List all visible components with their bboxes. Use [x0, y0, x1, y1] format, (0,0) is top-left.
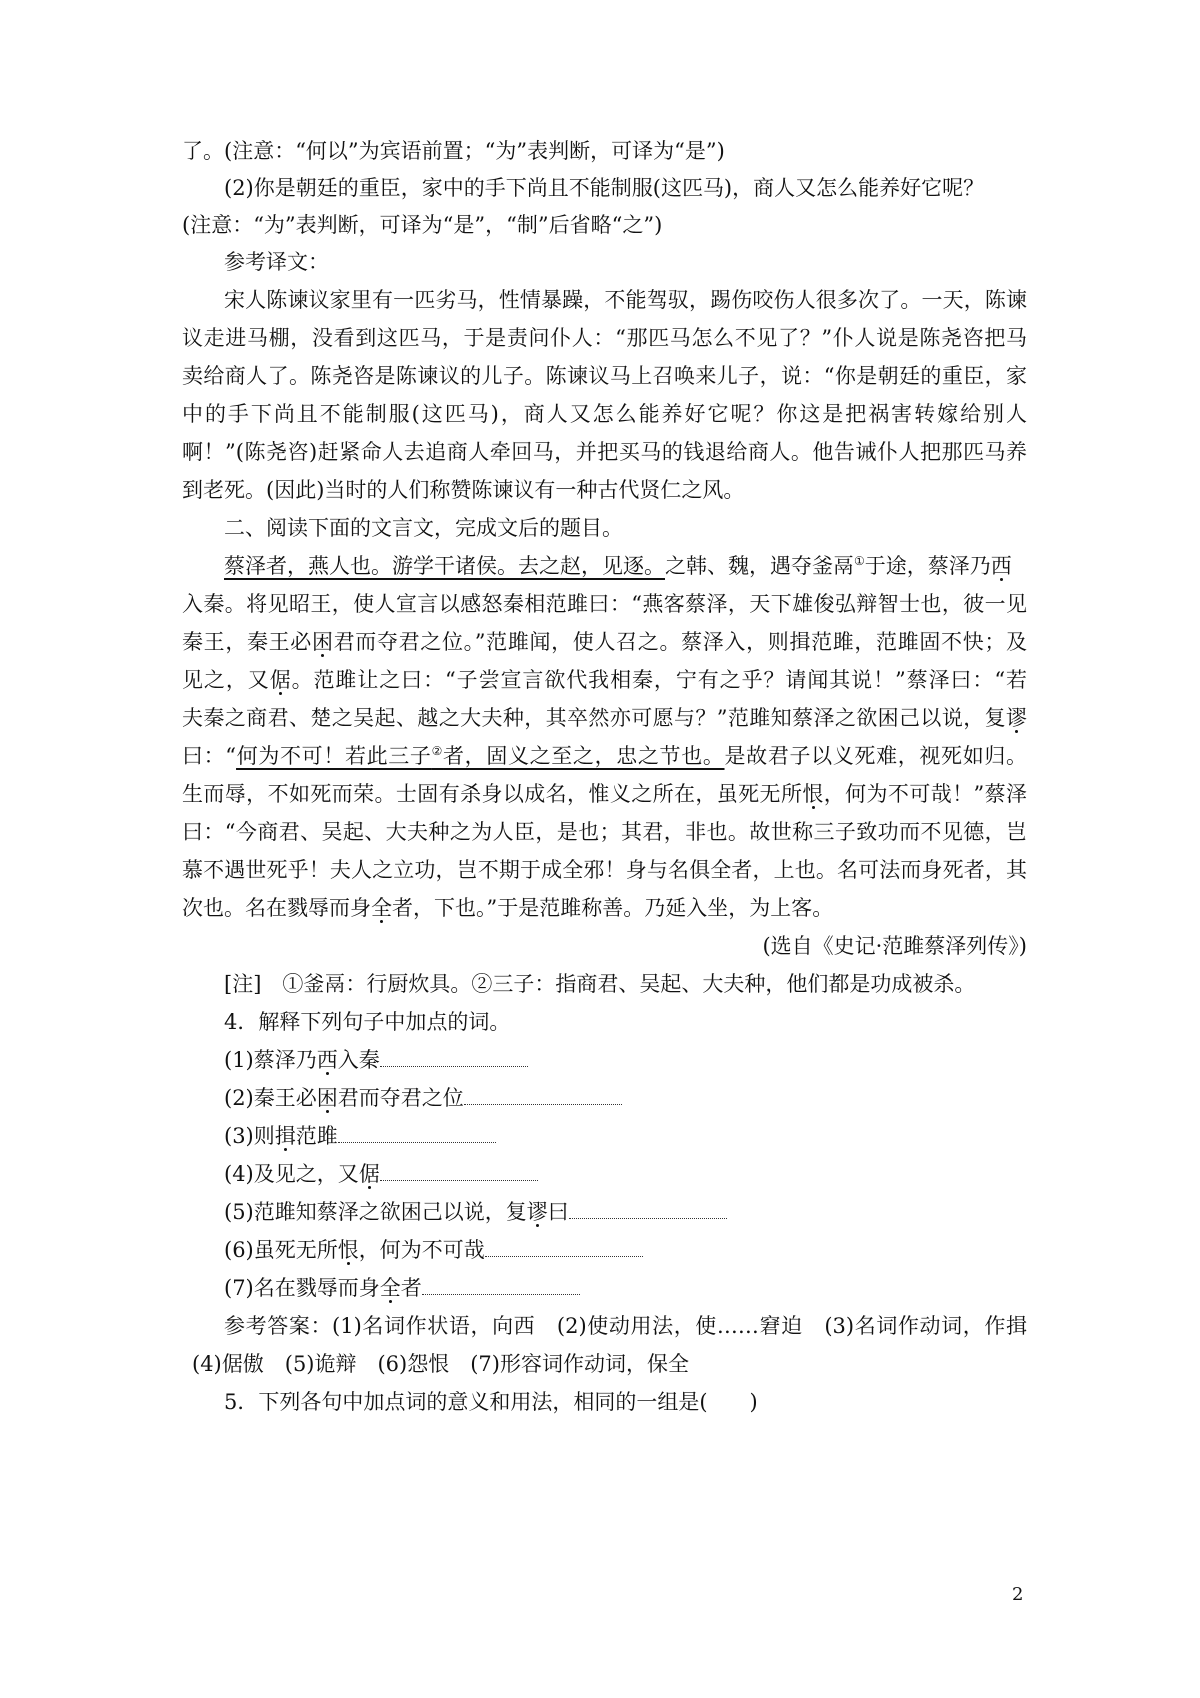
source-citation: (选自《史记·范雎蔡泽列传》)	[762, 934, 1027, 958]
answer-key: (4)倨傲 (5)诡辩 (6)怨恨 (7)形容词作动词，保全	[192, 1352, 689, 1376]
passage-line: 曰：“今商君、吴起、大夫种之为人臣，是也；其君，非也。故世称三子致功而不见德，岂	[182, 820, 1027, 844]
passage-line: 秦王，秦王必困君而夺君之位。”范雎闻，使人召之。蔡泽入，则揖范雎，范雎固不快；及	[182, 630, 1028, 654]
dotted-character: 全	[379, 1276, 401, 1300]
passage-line: 曰：“何为不可！若此三子②者，固义之至之，忠之节也。是故君子以义死难，视死如归。	[182, 744, 1028, 768]
footnotes: [注] ①釜鬲：行厨炊具。②三子：指商君、吴起、大夫种，他们都是功成被杀。	[224, 972, 976, 996]
footnote-marker: ①	[854, 554, 865, 568]
note-line: 了。(注意：“何以”为宾语前置；“为”表判断，可译为“是”)	[182, 139, 725, 163]
answer-blank[interactable]	[338, 1141, 496, 1143]
dotted-character: 恨	[802, 782, 824, 806]
passage-line: 夫秦之商君、楚之吴起、越之大夫种，其卒然亦可愿与？”范雎知蔡泽之欲困己以说，复谬	[182, 706, 1027, 730]
answer-key: 参考答案：(1)名词作状语，向西 (2)使动用法，使……窘迫 (3)名词作动词，作揖	[224, 1314, 1027, 1338]
answer-blank[interactable]	[485, 1255, 643, 1257]
translation-paragraph-line: 议走进马棚，没看到这匹马，于是责问仆人：“那匹马怎么不见了？”仆人说是陈尧咨把马	[182, 326, 1027, 350]
dotted-character: 困	[316, 1086, 338, 1110]
dotted-character: 谬	[1006, 706, 1027, 730]
dotted-character: 西	[316, 1048, 338, 1072]
translation-paragraph-line: 中的手下尚且不能制服(这匹马)，商人又怎么能养好它呢？你这是把祸害转嫁给别人	[182, 402, 1027, 426]
question-4-item: (1)蔡泽乃西入秦	[224, 1043, 1027, 1077]
passage-line: 见之，又倨。范雎让之曰：“子尝宣言欲代我相秦，宁有之乎？请闻其说！”蔡泽曰：“若	[182, 668, 1027, 692]
question-4-item: (6)虽死无所恨，何为不可哉	[224, 1233, 1027, 1267]
reference-translation-heading: 参考译文：	[224, 250, 329, 274]
page-number: 2	[1012, 1584, 1024, 1605]
passage-line: 慕不遇世死乎！夫人之立功，岂不期于成全邪！身与名俱全者，上也。名可法而身死者，其	[182, 858, 1027, 882]
dotted-character: 西	[990, 554, 1012, 578]
translation-paragraph-line: 到老死。(因此)当时的人们称赞陈谏议有一种古代贤仁之风。	[182, 478, 745, 502]
translation-paragraph-line: 啊！”(陈尧咨)赶紧命人去追商人牵回马，并把买马的钱退给商人。他告诫仆人把那匹马养	[182, 440, 1027, 464]
dotted-character: 倨	[269, 668, 292, 692]
answer-blank[interactable]	[569, 1217, 727, 1219]
dotted-character: 谬	[526, 1200, 548, 1224]
translation-answer-2: (2)你是朝廷的重臣，家中的手下尚且不能制服(这匹马)，商人又怎么能养好它呢？	[224, 176, 985, 200]
underlined-sentence: 何为不可！若此三子②者，固义之至之，忠之节也。	[236, 744, 725, 768]
passage-line: 次也。名在戮辱而身全者，下也。”于是范雎称善。乃延入坐，为上客。	[182, 896, 834, 920]
section-heading: 二、阅读下面的文言文，完成文后的题目。	[224, 516, 623, 540]
passage-line: 蔡泽者，燕人也。游学干诸侯。去之赵，见逐。之韩、魏，遇夺釜鬲①于途，蔡泽乃西	[224, 554, 1012, 578]
passage-line: 入秦。将见昭王，使人宣言以感怒秦相范雎曰：“燕客蔡泽，天下雄俊弘辩智士也，彼一见	[182, 592, 1027, 616]
dotted-character: 全	[371, 896, 392, 920]
passage-line: 生而辱，不如死而荣。士固有杀身以成名，惟义之所在，虽死无所恨，何为不可哉！”蔡泽	[182, 782, 1028, 806]
dotted-character: 倨	[358, 1162, 380, 1186]
answer-blank[interactable]	[380, 1179, 538, 1181]
question-4-item: (4)及见之，又倨	[224, 1157, 1027, 1191]
question-5-prompt: 5．下列各句中加点词的意义和用法，相同的一组是( )	[224, 1390, 758, 1414]
translation-paragraph-line: 宋人陈谏议家里有一匹劣马，性情暴躁，不能驾驭，踢伤咬伤人很多次了。一天，陈谏	[224, 288, 1027, 312]
underlined-sentence: 蔡泽者，燕人也。游学干诸侯。去之赵，见逐。	[224, 554, 665, 578]
question-4-item: (7)名在戮辱而身全者	[224, 1271, 1027, 1305]
question-4-item: (2)秦王必困君而夺君之位	[224, 1081, 1027, 1115]
footnote-marker: ②	[431, 744, 444, 758]
dotted-character: 恨	[337, 1238, 359, 1262]
question-4-item: (3)则揖范雎	[224, 1119, 1027, 1153]
answer-blank[interactable]	[380, 1065, 528, 1067]
translation-paragraph-line: 卖给商人了。陈尧咨是陈谏议的儿子。陈谏议马上召唤来儿子，说：“你是朝廷的重臣，家	[182, 364, 1027, 388]
dotted-character: 困	[311, 630, 334, 654]
question-4-prompt: 4．解释下列句子中加点的词。	[224, 1010, 511, 1034]
question-4-item: (5)范雎知蔡泽之欲困己以说，复谬曰	[224, 1195, 1027, 1229]
dotted-character: 揖	[274, 1124, 296, 1148]
answer-blank[interactable]	[464, 1103, 622, 1105]
answer-blank[interactable]	[422, 1293, 580, 1295]
note-line: (注意：“为”表判断，可译为“是”，“制”后省略“之”)	[182, 213, 663, 237]
